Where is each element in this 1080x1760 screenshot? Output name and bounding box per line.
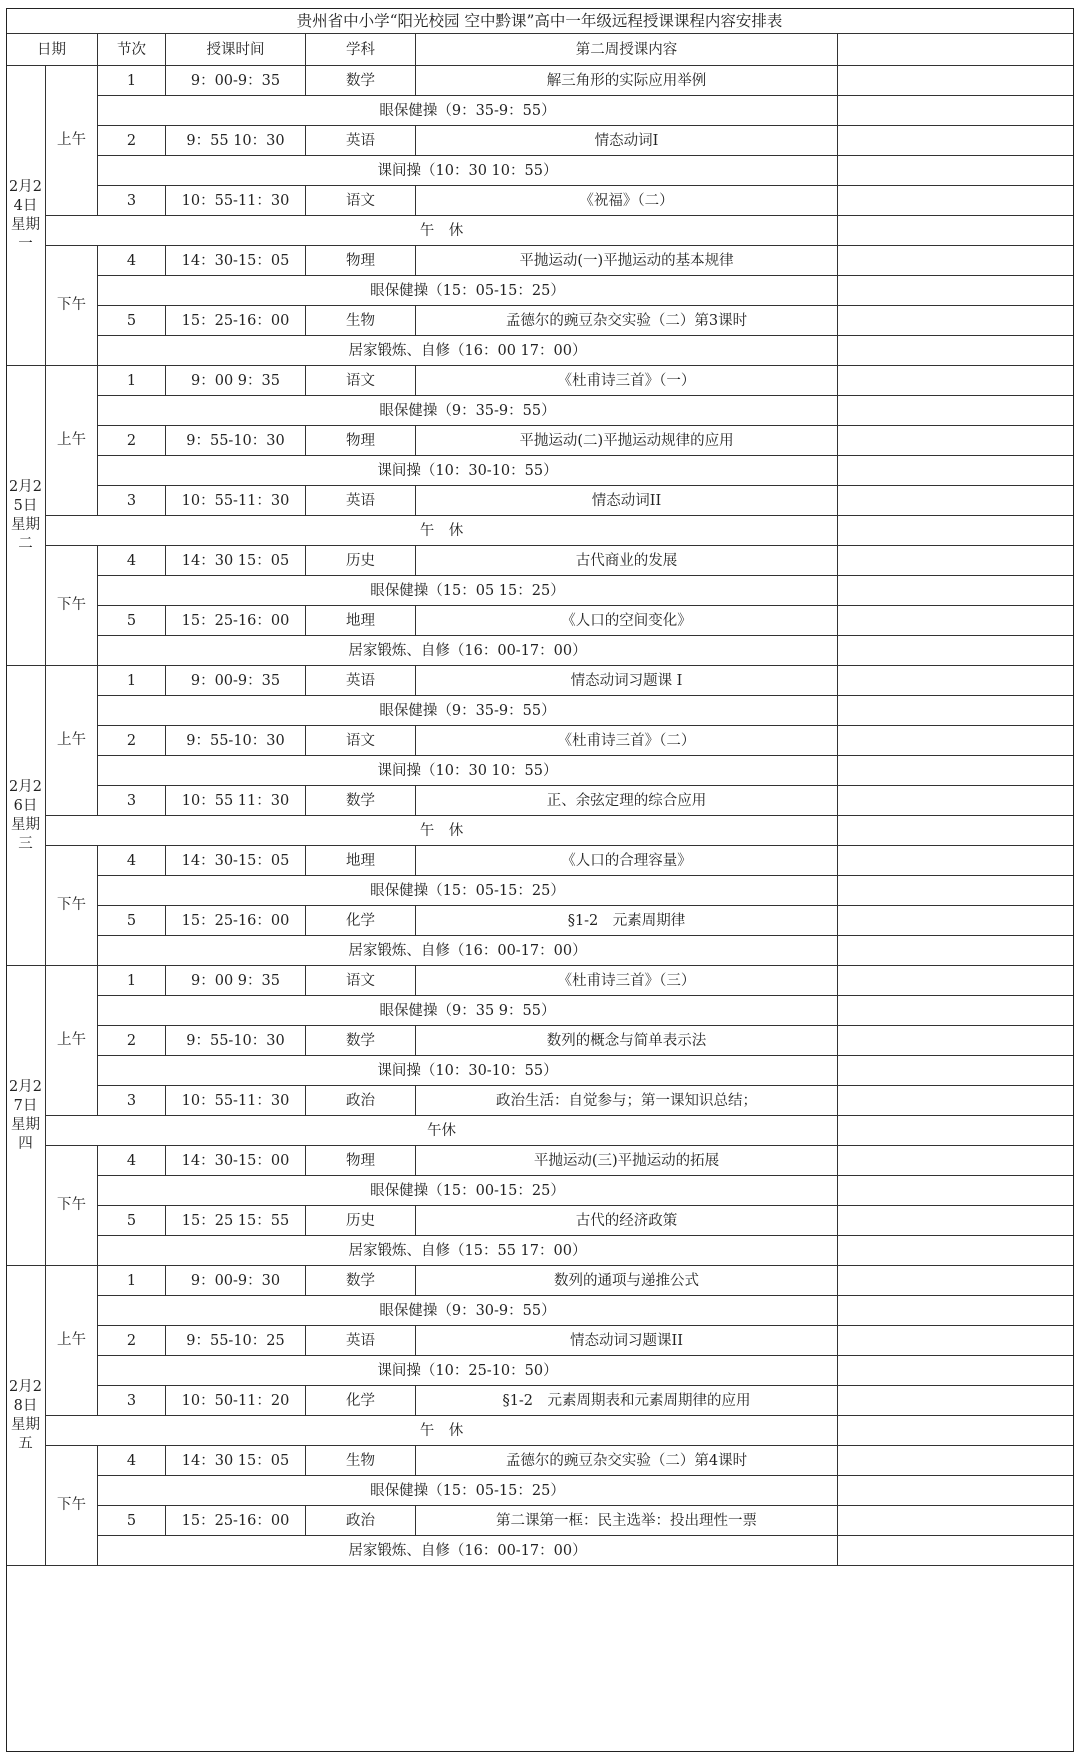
am-label: 上午 <box>46 366 98 516</box>
note-cell <box>838 216 1074 246</box>
note-cell <box>838 966 1074 996</box>
period-cell: 2 <box>98 126 166 156</box>
content-cell: 《人口的空间变化》 <box>416 606 838 636</box>
period-cell: 2 <box>98 1326 166 1356</box>
note-cell <box>838 516 1074 546</box>
note-cell <box>838 456 1074 486</box>
note-cell <box>838 846 1074 876</box>
subject-cell: 英语 <box>306 1326 416 1356</box>
break-row: 课间操（10：30 10：55） <box>98 156 838 186</box>
time-cell: 14：30 15：05 <box>166 546 306 576</box>
subject-cell: 英语 <box>306 486 416 516</box>
note-cell <box>838 1386 1074 1416</box>
time-cell: 9：55-10：30 <box>166 426 306 456</box>
break-row: 课间操（10：30-10：55） <box>98 1056 838 1086</box>
period-cell: 3 <box>98 786 166 816</box>
time-cell: 14：30 15：05 <box>166 1446 306 1476</box>
note-cell <box>838 186 1074 216</box>
period-cell: 5 <box>98 906 166 936</box>
header-period: 节次 <box>98 34 166 66</box>
content-cell: 正、余弦定理的综合应用 <box>416 786 838 816</box>
lunch-break-row: 午休 <box>46 1116 838 1146</box>
subject-cell: 语文 <box>306 366 416 396</box>
note-cell <box>838 246 1074 276</box>
time-cell: 15：25 15：55 <box>166 1206 306 1236</box>
break-row: 居家锻炼、自修（15：55 17：00） <box>98 1236 838 1266</box>
note-cell <box>838 276 1074 306</box>
time-cell: 10：55-11：30 <box>166 186 306 216</box>
content-cell: 平抛运动(二)平抛运动规律的应用 <box>416 426 838 456</box>
note-cell <box>838 906 1074 936</box>
subject-cell: 地理 <box>306 846 416 876</box>
day-date-cell: 2月26日 星期三 <box>6 666 46 966</box>
header-subject: 学科 <box>306 34 416 66</box>
content-cell: 情态动词I <box>416 126 838 156</box>
table-title: 贵州省中小学“阳光校园 空中黔课”高中一年级远程授课课程内容安排表 <box>6 8 1074 34</box>
content-cell: 情态动词II <box>416 486 838 516</box>
note-cell <box>838 546 1074 576</box>
content-cell: §1-2 元素周期律 <box>416 906 838 936</box>
content-cell: §1-2 元素周期表和元素周期律的应用 <box>416 1386 838 1416</box>
note-cell <box>838 1326 1074 1356</box>
time-cell: 14：30-15：05 <box>166 246 306 276</box>
time-cell: 9：00 9：35 <box>166 366 306 396</box>
time-cell: 9：55-10：30 <box>166 1026 306 1056</box>
period-cell: 1 <box>98 66 166 96</box>
time-cell: 10：50-11：20 <box>166 1386 306 1416</box>
note-cell <box>838 396 1074 426</box>
period-cell: 2 <box>98 426 166 456</box>
break-row: 眼保健操（9：35-9：55） <box>98 96 838 126</box>
day-date-cell: 2月27日 星期四 <box>6 966 46 1266</box>
note-cell <box>838 1116 1074 1146</box>
schedule-table <box>6 8 1074 1752</box>
content-cell: 情态动词习题课II <box>416 1326 838 1356</box>
pm-label: 下午 <box>46 1146 98 1266</box>
time-cell: 9：00-9：35 <box>166 666 306 696</box>
note-cell <box>838 1026 1074 1056</box>
break-row: 眼保健操（15：05-15：25） <box>98 276 838 306</box>
note-cell <box>838 336 1074 366</box>
note-cell <box>838 1536 1074 1566</box>
subject-cell: 语文 <box>306 186 416 216</box>
content-cell: 平抛运动(一)平抛运动的基本规律 <box>416 246 838 276</box>
lunch-break-row: 午 休 <box>46 816 838 846</box>
period-cell: 1 <box>98 666 166 696</box>
content-cell: 数列的概念与简单表示法 <box>416 1026 838 1056</box>
time-cell: 10：55-11：30 <box>166 1086 306 1116</box>
content-cell: 孟德尔的豌豆杂交实验（二）第4课时 <box>416 1446 838 1476</box>
subject-cell: 化学 <box>306 1386 416 1416</box>
time-cell: 15：25-16：00 <box>166 1506 306 1536</box>
subject-cell: 物理 <box>306 246 416 276</box>
header-note <box>838 34 1074 66</box>
period-cell: 3 <box>98 1086 166 1116</box>
note-cell <box>838 126 1074 156</box>
note-cell <box>838 756 1074 786</box>
content-cell: 《人口的合理容量》 <box>416 846 838 876</box>
content-cell: 孟德尔的豌豆杂交实验（二）第3课时 <box>416 306 838 336</box>
time-cell: 9：00-9：30 <box>166 1266 306 1296</box>
subject-cell: 地理 <box>306 606 416 636</box>
time-cell: 9：00-9：35 <box>166 66 306 96</box>
note-cell <box>838 1236 1074 1266</box>
content-cell: 《祝福》（二） <box>416 186 838 216</box>
content-cell: 《杜甫诗三首》（二） <box>416 726 838 756</box>
header-time: 授课时间 <box>166 34 306 66</box>
note-cell <box>838 366 1074 396</box>
subject-cell: 数学 <box>306 66 416 96</box>
content-cell: 数列的通项与递推公式 <box>416 1266 838 1296</box>
note-cell <box>838 816 1074 846</box>
note-cell <box>838 426 1074 456</box>
content-cell: 解三角形的实际应用举例 <box>416 66 838 96</box>
content-cell: 第二课第一框：民主选举：投出理性一票 <box>416 1506 838 1536</box>
period-cell: 5 <box>98 1506 166 1536</box>
header-content: 第二周授课内容 <box>416 34 838 66</box>
content-cell: 《杜甫诗三首》（三） <box>416 966 838 996</box>
period-cell: 2 <box>98 1026 166 1056</box>
header-date: 日期 <box>6 34 98 66</box>
period-cell: 4 <box>98 1446 166 1476</box>
note-cell <box>838 876 1074 906</box>
note-cell <box>838 1056 1074 1086</box>
period-cell: 1 <box>98 966 166 996</box>
note-cell <box>838 306 1074 336</box>
time-cell: 10：55 11：30 <box>166 786 306 816</box>
period-cell: 2 <box>98 726 166 756</box>
content-cell: 政治生活：自觉参与；第一课知识总结； <box>416 1086 838 1116</box>
time-cell: 10：55-11：30 <box>166 486 306 516</box>
break-row: 居家锻炼、自修（16：00-17：00） <box>98 1536 838 1566</box>
subject-cell: 政治 <box>306 1086 416 1116</box>
time-cell: 9：55-10：25 <box>166 1326 306 1356</box>
period-cell: 1 <box>98 366 166 396</box>
content-cell: 情态动词习题课 I <box>416 666 838 696</box>
break-row: 眼保健操（15：05 15：25） <box>98 576 838 606</box>
pm-label: 下午 <box>46 846 98 966</box>
pm-label: 下午 <box>46 546 98 666</box>
note-cell <box>838 696 1074 726</box>
subject-cell: 英语 <box>306 666 416 696</box>
break-row: 课间操（10：30 10：55） <box>98 756 838 786</box>
note-cell <box>838 1146 1074 1176</box>
note-cell <box>838 1296 1074 1326</box>
subject-cell: 英语 <box>306 126 416 156</box>
time-cell: 14：30-15：05 <box>166 846 306 876</box>
break-row: 眼保健操（15：05-15：25） <box>98 876 838 906</box>
am-label: 上午 <box>46 666 98 816</box>
time-cell: 15：25-16：00 <box>166 906 306 936</box>
subject-cell: 历史 <box>306 546 416 576</box>
break-row: 眼保健操（9：35 9：55） <box>98 996 838 1026</box>
subject-cell: 生物 <box>306 1446 416 1476</box>
day-date-cell: 2月28日 星期五 <box>6 1266 46 1566</box>
note-cell <box>838 726 1074 756</box>
time-cell: 9：00 9：35 <box>166 966 306 996</box>
subject-cell: 数学 <box>306 1026 416 1056</box>
note-cell <box>838 1476 1074 1506</box>
content-cell: 《杜甫诗三首》（一） <box>416 366 838 396</box>
subject-cell: 物理 <box>306 1146 416 1176</box>
day-date-cell: 2月24日 星期一 <box>6 66 46 366</box>
am-label: 上午 <box>46 66 98 216</box>
content-cell: 平抛运动(三)平抛运动的拓展 <box>416 1146 838 1176</box>
pm-label: 下午 <box>46 1446 98 1566</box>
note-cell <box>838 1206 1074 1236</box>
break-row: 眼保健操（15：00-15：25） <box>98 1176 838 1206</box>
note-cell <box>838 1176 1074 1206</box>
note-cell <box>838 606 1074 636</box>
period-cell: 4 <box>98 846 166 876</box>
note-cell <box>838 66 1074 96</box>
am-label: 上午 <box>46 966 98 1116</box>
note-cell <box>838 486 1074 516</box>
break-row: 居家锻炼、自修（16：00-17：00） <box>98 936 838 966</box>
break-row: 眼保健操（9：35-9：55） <box>98 696 838 726</box>
break-row: 居家锻炼、自修（16：00-17：00） <box>98 636 838 666</box>
break-row: 课间操（10：25-10：50） <box>98 1356 838 1386</box>
lunch-break-row: 午 休 <box>46 516 838 546</box>
day-date-cell: 2月25日 星期二 <box>6 366 46 666</box>
break-row: 课间操（10：30-10：55） <box>98 456 838 486</box>
period-cell: 4 <box>98 246 166 276</box>
subject-cell: 历史 <box>306 1206 416 1236</box>
subject-cell: 数学 <box>306 1266 416 1296</box>
period-cell: 3 <box>98 186 166 216</box>
note-cell <box>838 1086 1074 1116</box>
subject-cell: 数学 <box>306 786 416 816</box>
period-cell: 5 <box>98 606 166 636</box>
subject-cell: 化学 <box>306 906 416 936</box>
time-cell: 15：25-16：00 <box>166 306 306 336</box>
note-cell <box>838 666 1074 696</box>
am-label: 上午 <box>46 1266 98 1416</box>
content-cell: 古代商业的发展 <box>416 546 838 576</box>
note-cell <box>838 786 1074 816</box>
subject-cell: 物理 <box>306 426 416 456</box>
time-cell: 15：25-16：00 <box>166 606 306 636</box>
period-cell: 4 <box>98 546 166 576</box>
period-cell: 1 <box>98 1266 166 1296</box>
note-cell <box>838 1356 1074 1386</box>
note-cell <box>838 936 1074 966</box>
period-cell: 5 <box>98 1206 166 1236</box>
subject-cell: 政治 <box>306 1506 416 1536</box>
break-row: 眼保健操（9：30-9：55） <box>98 1296 838 1326</box>
period-cell: 3 <box>98 486 166 516</box>
note-cell <box>838 576 1074 606</box>
period-cell: 3 <box>98 1386 166 1416</box>
note-cell <box>838 1266 1074 1296</box>
content-cell: 古代的经济政策 <box>416 1206 838 1236</box>
subject-cell: 生物 <box>306 306 416 336</box>
lunch-break-row: 午 休 <box>46 1416 838 1446</box>
note-cell <box>838 156 1074 186</box>
break-row: 眼保健操（9：35-9：55） <box>98 396 838 426</box>
break-row: 居家锻炼、自修（16：00 17：00） <box>98 336 838 366</box>
subject-cell: 语文 <box>306 966 416 996</box>
note-cell <box>838 636 1074 666</box>
period-cell: 5 <box>98 306 166 336</box>
time-cell: 14：30-15：00 <box>166 1146 306 1176</box>
lunch-break-row: 午 休 <box>46 216 838 246</box>
note-cell <box>838 1446 1074 1476</box>
note-cell <box>838 996 1074 1026</box>
period-cell: 4 <box>98 1146 166 1176</box>
note-cell <box>838 1506 1074 1536</box>
time-cell: 9：55 10：30 <box>166 126 306 156</box>
subject-cell: 语文 <box>306 726 416 756</box>
time-cell: 9：55-10：30 <box>166 726 306 756</box>
note-cell <box>838 1416 1074 1446</box>
pm-label: 下午 <box>46 246 98 366</box>
note-cell <box>838 96 1074 126</box>
break-row: 眼保健操（15：05-15：25） <box>98 1476 838 1506</box>
